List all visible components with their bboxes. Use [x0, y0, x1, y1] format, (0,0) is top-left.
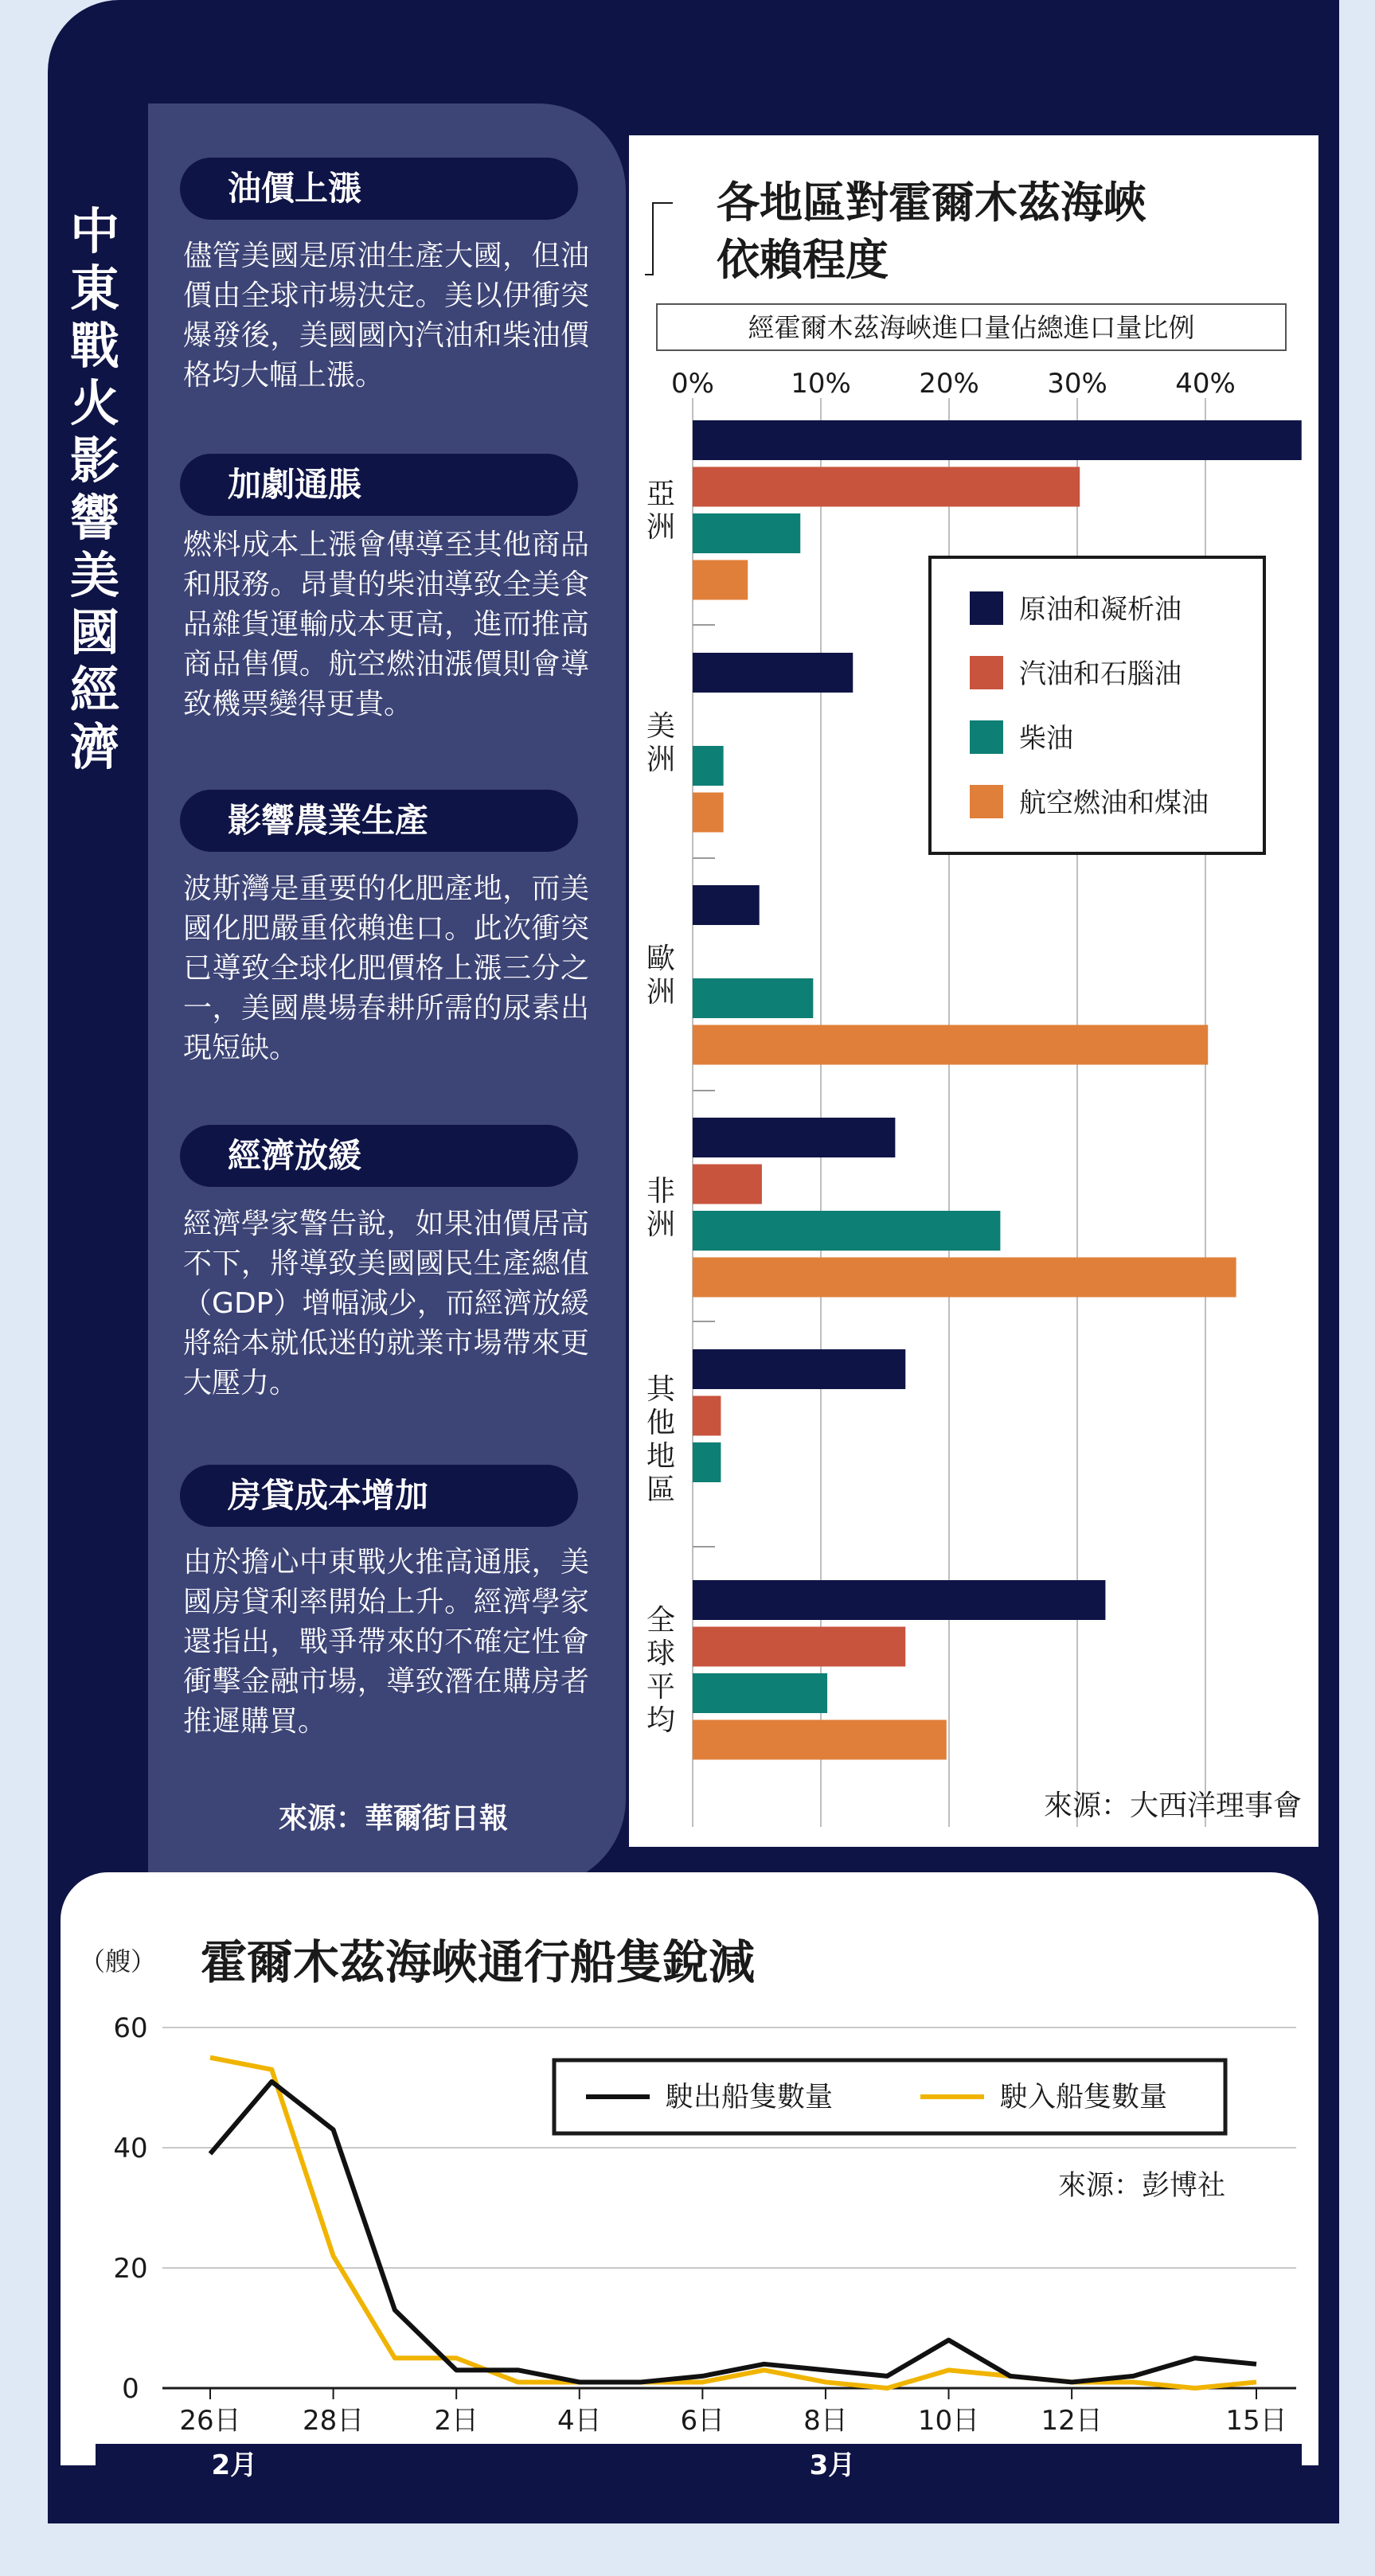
x-tick-label: 6日	[680, 2405, 725, 2437]
x-tick-label: 26日	[179, 2405, 241, 2437]
section-heading: 加劇通脹	[180, 454, 578, 516]
line-chart-panel	[61, 1872, 1318, 2465]
category-label: 洲	[646, 976, 676, 1009]
bar	[693, 1118, 895, 1157]
legend-swatch	[970, 656, 1003, 689]
x-tick-label: 15日	[1225, 2405, 1287, 2437]
line-chart-source: 來源：彭博社	[1057, 2170, 1225, 2202]
sidebar-title-char: 國	[69, 603, 119, 662]
section-heading: 影響農業生產	[180, 790, 578, 852]
x-tick-label: 40%	[1175, 368, 1236, 400]
bar-chart-source: 來源：大西洋理事會	[1043, 1790, 1302, 1822]
bar-chart-panel	[629, 135, 1318, 1847]
month-bar	[96, 2444, 1302, 2488]
category-label: 其	[646, 1373, 676, 1406]
sidebar-title-char: 東	[69, 260, 119, 318]
sidebar-title-char: 中	[69, 202, 119, 260]
x-tick-label: 20%	[919, 368, 979, 400]
bar	[693, 1442, 721, 1482]
y-tick-label: 0	[122, 2373, 139, 2405]
x-tick-label: 28日	[302, 2405, 365, 2437]
line-chart-ylabel: （艘）	[80, 1946, 157, 1977]
line-chart-title: 霍爾木茲海峽通行船隻銳減	[201, 1935, 756, 1989]
bar	[693, 420, 1302, 460]
bar	[693, 1580, 1105, 1620]
bar	[693, 1627, 905, 1667]
section-body: 由於擔心中東戰火推高通脹，美國房貸利率開始上升。經濟學家還指出，戰爭帶來的不確定性會衝擊金融市場，導致潛在購房者推遲購買。	[183, 1546, 589, 1738]
y-tick-label: 40	[113, 2133, 148, 2164]
bar	[693, 560, 748, 600]
sidebar-title	[67, 203, 123, 776]
legend-swatch	[970, 720, 1003, 754]
line-chart	[61, 1872, 1318, 2465]
section-body: 波斯灣是重要的化肥產地，而美國化肥嚴重依賴進口。此次衝突已導致全球化肥價格上漲三分之一，美國農場春耕所需的尿素出現短缺。	[183, 872, 589, 1064]
sidebar-title-char: 戰	[69, 317, 119, 375]
section-body: 經濟學家警告說，如果油價居高不下，將導致美國國民生產總值（GDP）增幅減少，而經濟放緩將給本就低迷的就業市場帶來更大壓力。	[183, 1208, 589, 1399]
text-source: 來源：華爾街日報	[279, 1802, 509, 1835]
x-tick-label: 2日	[434, 2405, 479, 2437]
x-tick-label: 10日	[917, 2405, 980, 2437]
category-label: 洲	[646, 511, 676, 544]
legend-label: 原油和凝析油	[1019, 594, 1182, 626]
bar	[693, 1673, 827, 1713]
x-tick-label: 10%	[791, 368, 851, 400]
bar	[693, 1165, 762, 1204]
bar-chart-title-line1: 各地區對霍爾木茲海峽	[717, 178, 1146, 228]
bar	[693, 793, 724, 833]
bar	[693, 1025, 1208, 1065]
bar-chart-subtitle: 經霍爾木茲海峽進口量佔總進口量比例	[748, 312, 1195, 343]
category-label: 區	[646, 1473, 676, 1506]
bar-chart-title-line2: 依賴程度	[717, 235, 889, 285]
sidebar-title-char: 美	[69, 546, 119, 604]
category-label: 球	[646, 1637, 676, 1670]
bar	[693, 1211, 1000, 1251]
sidebar-title-char: 影	[69, 431, 119, 490]
bar	[693, 978, 813, 1018]
x-tick-label: 30%	[1047, 368, 1107, 400]
section-body: 儘管美國是原油生產大國，但油價由全球市場決定。美以伊衝突爆發後，美國國內汽油和柴油價格均大幅上漲。	[183, 240, 589, 392]
x-tick-label: 4日	[557, 2405, 602, 2437]
y-tick-label: 20	[113, 2253, 148, 2285]
sidebar-title-char: 火	[69, 374, 119, 432]
bar	[693, 1720, 947, 1760]
x-tick-label: 12日	[1041, 2405, 1103, 2437]
category-label: 均	[646, 1704, 676, 1737]
month-label: 3月	[363, 2444, 1302, 2488]
category-label: 美	[646, 710, 676, 743]
bar	[693, 746, 724, 786]
month-label: 2月	[96, 2444, 373, 2488]
section-heading: 油價上漲	[180, 158, 578, 220]
bar	[693, 1349, 905, 1389]
bar	[693, 467, 1080, 507]
category-label: 他	[646, 1407, 676, 1439]
legend-label: 柴油	[1019, 723, 1073, 755]
category-label: 歐	[646, 943, 676, 975]
x-tick-label: 8日	[803, 2405, 848, 2437]
category-label: 非	[646, 1175, 676, 1208]
legend-label: 汽油和石腦油	[1019, 658, 1182, 690]
category-label: 地	[646, 1440, 676, 1473]
sidebar-title-char: 濟	[69, 718, 119, 776]
section-heading: 房貸成本增加	[180, 1465, 578, 1527]
y-tick-label: 60	[113, 2012, 148, 2044]
bar	[693, 1396, 721, 1436]
bar	[693, 885, 760, 925]
bar	[693, 1258, 1236, 1298]
category-label: 洲	[646, 744, 676, 776]
text-panel	[148, 103, 626, 1887]
legend-label: 航空燃油和煤油	[1019, 787, 1209, 819]
legend-swatch	[970, 785, 1003, 818]
category-label: 全	[646, 1604, 676, 1637]
bar	[693, 513, 800, 553]
category-label: 亞	[646, 478, 676, 510]
section-body: 燃料成本上漲會傳導至其他商品和服務。昂貴的柴油導致全美食品雜貨運輸成本更高，進而推高商品售價。航空燃油漲價則會導致機票變得更貴。	[183, 529, 589, 720]
bar-chart	[629, 135, 1318, 1847]
category-label: 洲	[646, 1208, 676, 1241]
category-label: 平	[646, 1671, 676, 1704]
legend-label: 駛出船隻數量	[666, 2082, 834, 2113]
sidebar-title-char: 經	[69, 661, 119, 719]
legend-label: 駛入船隻數量	[1000, 2082, 1168, 2113]
section-heading: 經濟放緩	[180, 1125, 578, 1187]
sidebar-title-char: 響	[69, 489, 119, 547]
legend-swatch	[970, 591, 1003, 625]
x-tick-label: 0%	[671, 368, 714, 400]
bar	[693, 653, 853, 693]
